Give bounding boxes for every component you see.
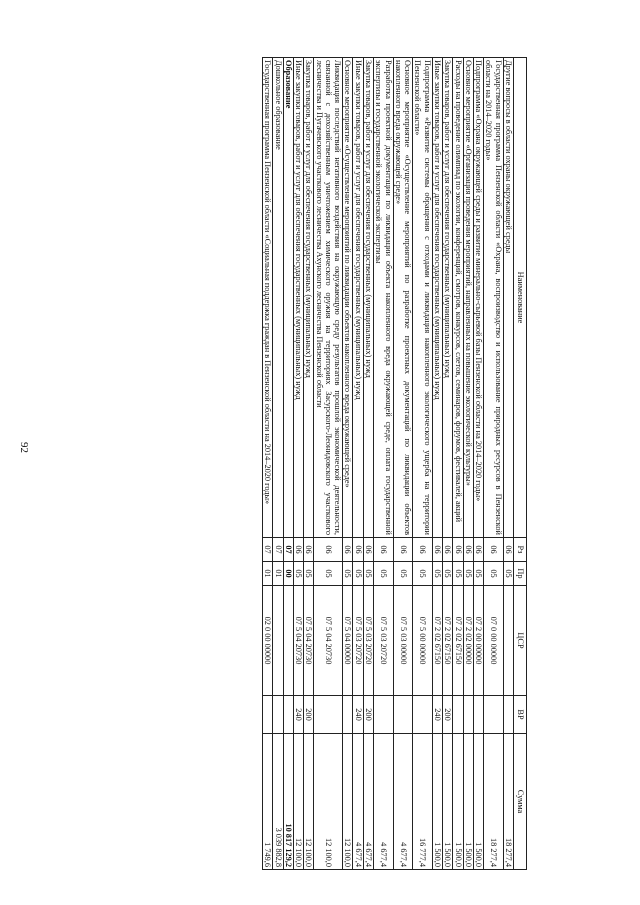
cell-name: Иные закупки товаров, работ и услуг для обеспечения государственных (муниципальных) нужд bbox=[432, 58, 442, 538]
cell-pr: 05 bbox=[363, 562, 373, 586]
table-row bbox=[363, 58, 373, 870]
table-row bbox=[262, 58, 272, 870]
cell-rz: 06 bbox=[293, 538, 303, 562]
cell-rz: 06 bbox=[413, 538, 433, 562]
cell-pr: 05 bbox=[343, 562, 353, 586]
cell-pr: 05 bbox=[293, 562, 303, 586]
cell-rz: 06 bbox=[453, 538, 463, 562]
table-row bbox=[453, 58, 463, 870]
table-row bbox=[443, 58, 453, 870]
header-csr: ЦСР bbox=[514, 586, 527, 696]
cell-pr: 05 bbox=[393, 562, 413, 586]
cell-vr bbox=[262, 696, 272, 734]
cell-sum: 18 277,4 bbox=[484, 734, 504, 870]
table-row bbox=[293, 58, 303, 870]
cell-name: Государственная программа Пензенской области «Социальная поддержка граждан в Пензенской области на 2014–2020 годы» bbox=[262, 58, 272, 538]
cell-sum: 1 749,6 bbox=[262, 734, 272, 870]
cell-sum: 1 500,0 bbox=[432, 734, 442, 870]
cell-sum: 4 677,4 bbox=[393, 734, 413, 870]
cell-sum: 4 677,4 bbox=[363, 734, 373, 870]
cell-vr: 200 bbox=[363, 696, 373, 734]
cell-csr: 07 0 00 00000 bbox=[484, 586, 504, 696]
cell-csr: 07 5 03 20720 bbox=[374, 586, 394, 696]
cell-csr: 07 5 00 00000 bbox=[413, 586, 433, 696]
cell-pr: 05 bbox=[353, 562, 363, 586]
cell-csr: 07 2 02 67150 bbox=[453, 586, 463, 696]
cell-csr: 07 5 04 20730 bbox=[293, 586, 303, 696]
cell-rz: 06 bbox=[304, 538, 314, 562]
cell-vr bbox=[374, 696, 394, 734]
cell-name: Подпрограмма «Развитие системы обращения с отходами и ликвидация накопленного экологического ущерба на территории Пензенской области» bbox=[413, 58, 433, 538]
cell-pr: 01 bbox=[273, 562, 283, 586]
cell-rz: 06 bbox=[314, 538, 343, 562]
cell-rz: 06 bbox=[393, 538, 413, 562]
table-body bbox=[262, 58, 513, 870]
cell-vr: 240 bbox=[293, 696, 303, 734]
cell-sum: 4 677,4 bbox=[374, 734, 394, 870]
cell-pr: 05 bbox=[314, 562, 343, 586]
header-name: Наименование bbox=[514, 58, 527, 538]
cell-rz: 06 bbox=[443, 538, 453, 562]
table-row bbox=[393, 58, 413, 870]
cell-name: Основное мероприятие «Организация проведения мероприятий, направленных на повышение экологической культуры» bbox=[463, 58, 473, 538]
cell-sum: 12 100,0 bbox=[293, 734, 303, 870]
cell-sum: 1 500,0 bbox=[473, 734, 483, 870]
cell-csr: 07 2 02 67150 bbox=[443, 586, 453, 696]
cell-vr bbox=[473, 696, 483, 734]
cell-name: Подпрограмма «Охрана окружающей среды и развитие минерально-сырьевой базы Пензенской области на 2014–2020 годы» bbox=[473, 58, 483, 538]
table-row bbox=[283, 58, 293, 870]
cell-sum: 3 039 882,8 bbox=[273, 734, 283, 870]
cell-csr: 07 2 02 00000 bbox=[463, 586, 473, 696]
cell-vr bbox=[503, 696, 513, 734]
cell-rz: 06 bbox=[463, 538, 473, 562]
table-row bbox=[273, 58, 283, 870]
cell-csr: 07 5 03 20720 bbox=[353, 586, 363, 696]
cell-rz: 07 bbox=[283, 538, 293, 562]
cell-pr: 05 bbox=[374, 562, 394, 586]
cell-name: Закупка товаров, работ и услуг для обеспечения государственных (муниципальных) нужд bbox=[304, 58, 314, 538]
cell-vr bbox=[273, 696, 283, 734]
cell-name: Иные закупки товаров, работ и услуг для обеспечения государственных (муниципальных) нужд bbox=[353, 58, 363, 538]
cell-csr bbox=[283, 586, 293, 696]
cell-name: Другие вопросы в области охраны окружающей среды bbox=[503, 58, 513, 538]
cell-rz: 07 bbox=[273, 538, 283, 562]
cell-pr: 05 bbox=[443, 562, 453, 586]
cell-name: Разработка проектной документации по ликвидации объекта накопленного вреда окружающей среде, оплата государственной экспертизы и государственной экологической экспертизы bbox=[374, 58, 394, 538]
header-vr: ВР bbox=[514, 696, 527, 734]
cell-csr: 07 5 04 20730 bbox=[304, 586, 314, 696]
cell-rz: 06 bbox=[473, 538, 483, 562]
cell-pr: 05 bbox=[304, 562, 314, 586]
table-row bbox=[463, 58, 473, 870]
cell-vr bbox=[463, 696, 473, 734]
page-number: 92 bbox=[18, 442, 30, 453]
cell-name: Дошкольное образование bbox=[273, 58, 283, 538]
table-row bbox=[353, 58, 363, 870]
table-row bbox=[314, 58, 343, 870]
cell-name: Государственная программа Пензенской области «Охрана, воспроизводство и использование природных ресурсов в Пензенской области на 2014–2020 годы» bbox=[484, 58, 504, 538]
cell-sum: 4 677,4 bbox=[353, 734, 363, 870]
table-row bbox=[304, 58, 314, 870]
cell-rz: 06 bbox=[484, 538, 504, 562]
cell-pr: 05 bbox=[484, 562, 504, 586]
table-row bbox=[343, 58, 353, 870]
cell-csr: 02 0 00 00000 bbox=[262, 586, 272, 696]
cell-sum: 16 777,4 bbox=[413, 734, 433, 870]
cell-name: Иные закупки товаров, работ и услуг для обеспечения государственных (муниципальных) нужд bbox=[293, 58, 303, 538]
cell-rz: 06 bbox=[363, 538, 373, 562]
cell-sum: 12 100,0 bbox=[343, 734, 353, 870]
budget-table-page bbox=[79, 57, 527, 869]
cell-sum: 1 500,0 bbox=[443, 734, 453, 870]
budget-table bbox=[262, 57, 527, 870]
cell-rz: 07 bbox=[262, 538, 272, 562]
table-row bbox=[503, 58, 513, 870]
cell-rz: 06 bbox=[503, 538, 513, 562]
cell-csr: 07 5 04 00000 bbox=[343, 586, 353, 696]
table-row bbox=[473, 58, 483, 870]
cell-name: Расходы на проведение олимпиад по экологии, конференций, смотров, конкурсов, слетов, семинаров, форумов, фестивалей, акций bbox=[453, 58, 463, 538]
cell-vr bbox=[393, 696, 413, 734]
cell-rz: 06 bbox=[374, 538, 394, 562]
cell-name: Закупка товаров, работ и услуг для обеспечения государственных (муниципальных) нужд bbox=[363, 58, 373, 538]
cell-csr bbox=[273, 586, 283, 696]
cell-pr: 05 bbox=[503, 562, 513, 586]
cell-sum: 1 500,0 bbox=[453, 734, 463, 870]
cell-vr bbox=[343, 696, 353, 734]
cell-pr: 05 bbox=[453, 562, 463, 586]
cell-csr bbox=[503, 586, 513, 696]
cell-pr: 05 bbox=[463, 562, 473, 586]
cell-pr: 05 bbox=[432, 562, 442, 586]
cell-pr: 00 bbox=[283, 562, 293, 586]
table-row bbox=[374, 58, 394, 870]
table-row bbox=[413, 58, 433, 870]
cell-sum: 12 100,0 bbox=[304, 734, 314, 870]
cell-sum: 18 277,4 bbox=[503, 734, 513, 870]
cell-vr bbox=[413, 696, 433, 734]
cell-csr: 07 5 04 20730 bbox=[314, 586, 343, 696]
cell-pr: 05 bbox=[413, 562, 433, 586]
cell-rz: 06 bbox=[353, 538, 363, 562]
cell-pr: 05 bbox=[473, 562, 483, 586]
cell-name: Основное мероприятие «Осуществление мероприятий по разработке проектных документаций по ликвидации объектов накопленного вреда окружающей среде» bbox=[393, 58, 413, 538]
cell-vr: 200 bbox=[443, 696, 453, 734]
cell-name: Основное мероприятие «Осуществление мероприятий по ликвидации объектов накопленного вреда окружающей среде» bbox=[343, 58, 353, 538]
cell-vr bbox=[314, 696, 343, 734]
cell-csr: 07 2 00 00000 bbox=[473, 586, 483, 696]
cell-csr: 07 5 03 20720 bbox=[363, 586, 373, 696]
cell-name: Закупка товаров, работ и услуг для обеспечения государственных (муниципальных) нужд bbox=[443, 58, 453, 538]
header-pr: Пр bbox=[514, 562, 527, 586]
cell-vr: 240 bbox=[353, 696, 363, 734]
cell-sum: 1 500,0 bbox=[463, 734, 473, 870]
cell-rz: 06 bbox=[343, 538, 353, 562]
cell-vr bbox=[484, 696, 504, 734]
cell-sum: 12 100,0 bbox=[314, 734, 343, 870]
cell-vr: 200 bbox=[304, 696, 314, 734]
cell-pr: 01 bbox=[262, 562, 272, 586]
cell-csr: 07 5 03 00000 bbox=[393, 586, 413, 696]
cell-name: Образование bbox=[283, 58, 293, 538]
cell-vr bbox=[453, 696, 463, 734]
table-row bbox=[432, 58, 442, 870]
cell-csr: 07 2 02 67150 bbox=[432, 586, 442, 696]
header-sum: Сумма bbox=[514, 734, 527, 870]
cell-vr: 240 bbox=[432, 696, 442, 734]
table-header-row bbox=[514, 58, 527, 870]
table-row bbox=[484, 58, 504, 870]
cell-sum: 10 817 129,2 bbox=[283, 734, 293, 870]
header-rz: Рз bbox=[514, 538, 527, 562]
cell-name: Ликвидация последствий негативного воздействия на окружающую среду результатов прошлой экономической деятельности, связанной с дохозяйственным уничтожением химического оружия на территориях Засурского-Леонидовского участкового лесничества и Пугачевского участкового лесничества Ахунского лесничества Пензенской области bbox=[314, 58, 343, 538]
cell-vr bbox=[283, 696, 293, 734]
cell-rz: 06 bbox=[432, 538, 442, 562]
